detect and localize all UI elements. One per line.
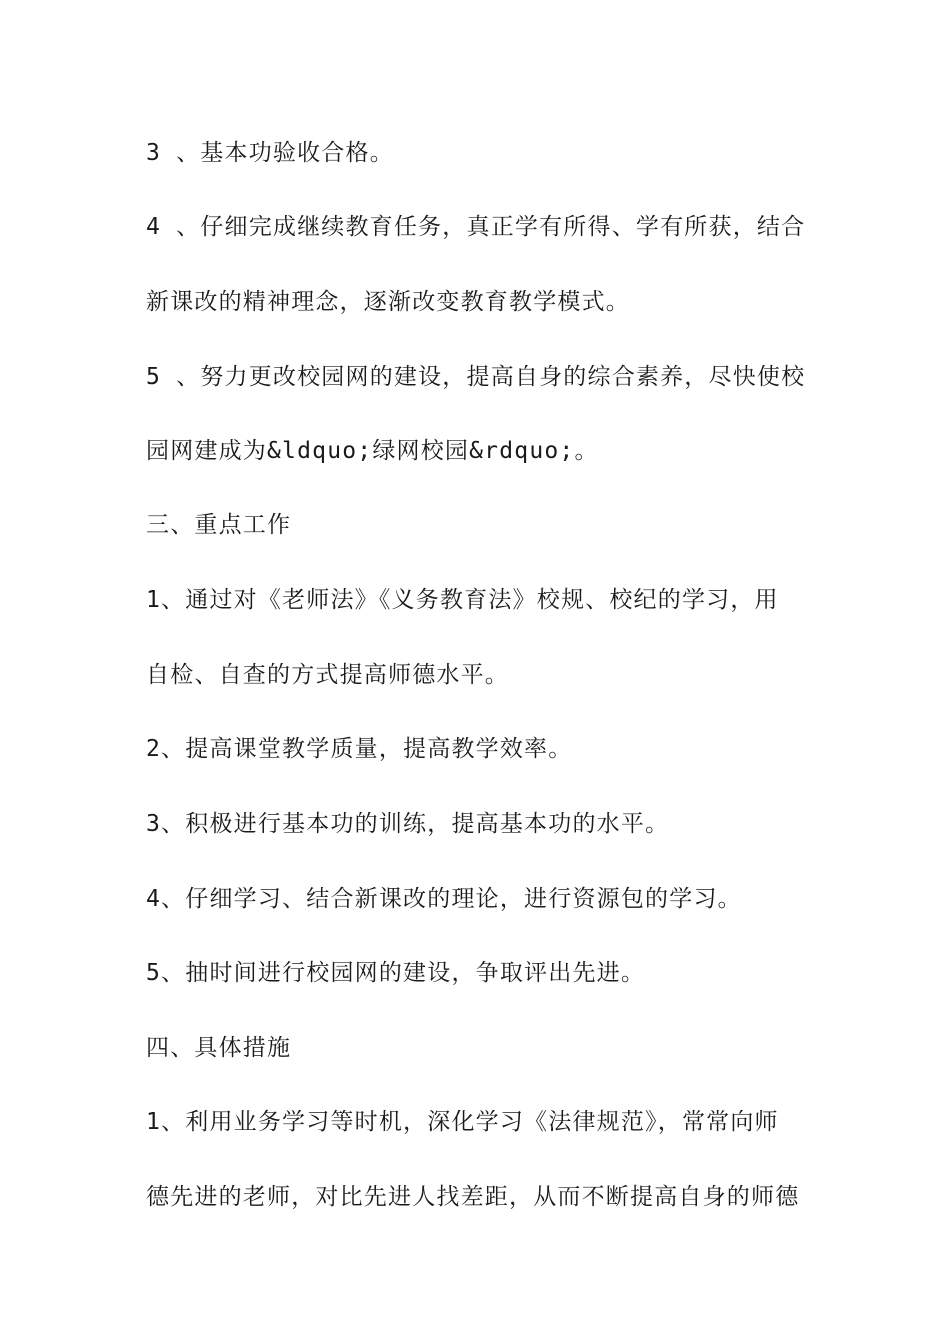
text-line: 5 、努力更改校园网的建设，提高自身的综合素养，尽快使校: [146, 364, 806, 390]
text-line: 4、仔细学习、结合新课改的理论，进行资源包的学习。: [146, 886, 742, 912]
section-heading: 三、重点工作: [146, 512, 292, 538]
text-line: 1、通过对《老师法》《义务教育法》校规、校纪的学习，用: [146, 587, 779, 613]
section-heading: 四、具体措施: [146, 1035, 292, 1061]
text-line: 4 、仔细完成继续教育任务，真正学有所得、学有所获，结合: [146, 214, 806, 240]
text-line: 自检、自查的方式提高师德水平。: [146, 662, 509, 688]
text-line: 新课改的精神理念，逐渐改变教育教学模式。: [146, 289, 630, 315]
text-line: 1、利用业务学习等时机，深化学习《法律规范》，常常向师: [146, 1109, 779, 1135]
text-line: 5、抽时间进行校园网的建设，争取评出先进。: [146, 960, 646, 986]
text-line: 3、积极进行基本功的训练，提高基本功的水平。: [146, 811, 670, 837]
text-line: 2、提高课堂教学质量，提高教学效率。: [146, 736, 573, 762]
text-line: 3 、基本功验收合格。: [146, 140, 394, 166]
text-line: 德先进的老师，对比先进人找差距，从而不断提高自身的师德: [146, 1184, 800, 1210]
text-line: 园网建成为&ldquo;绿网校园&rdquo;。: [146, 438, 599, 464]
